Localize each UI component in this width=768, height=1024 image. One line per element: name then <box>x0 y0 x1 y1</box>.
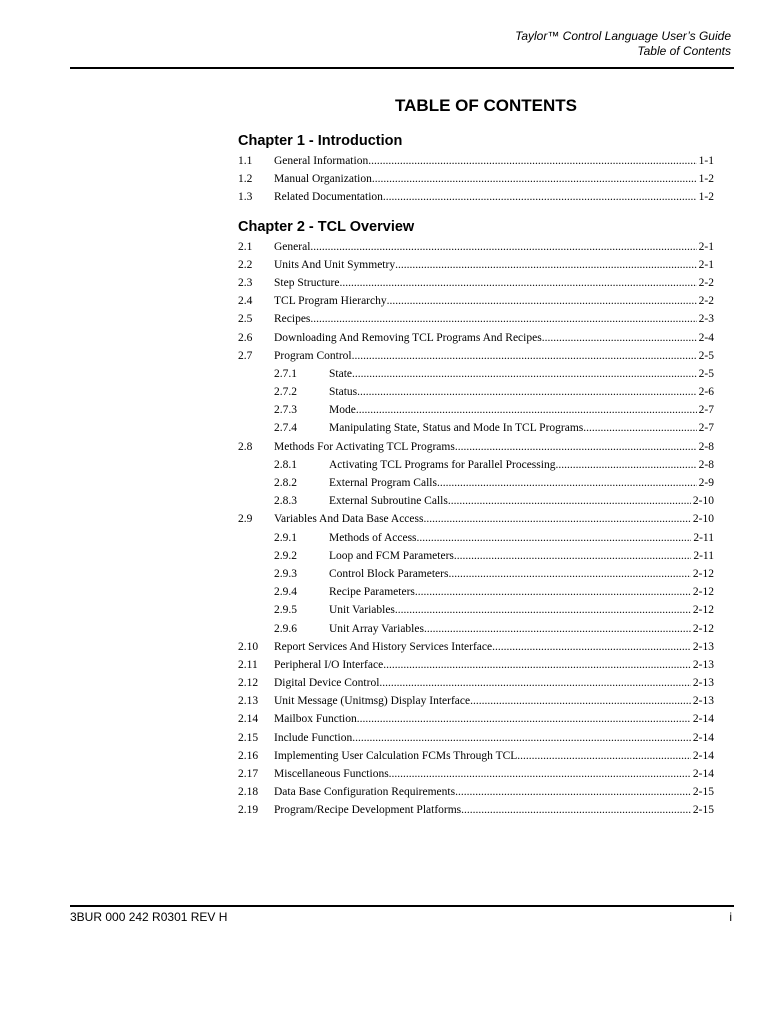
section-title: State <box>329 367 352 380</box>
section-number: 2.9.4 <box>274 586 297 599</box>
page-ref: 2-14 <box>692 768 714 780</box>
toc-entry[interactable] <box>238 438 714 456</box>
section-title: Include Function <box>274 731 353 744</box>
page-ref: 2-4 <box>698 331 714 344</box>
section-number: 2.10 <box>238 640 259 653</box>
page-ref: 2-7 <box>698 422 714 435</box>
page-ref: 2-8 <box>698 458 714 471</box>
section-number: 2.9.3 <box>274 567 297 580</box>
toc-entry[interactable] <box>238 801 714 819</box>
dot-leader <box>352 347 697 365</box>
section-title: Status <box>329 386 358 399</box>
table-of-contents <box>238 130 714 820</box>
page-ref: 2-13 <box>692 695 714 708</box>
toc-entry[interactable] <box>238 188 714 206</box>
section-number: 2.11 <box>238 658 258 671</box>
page-ref: 2-5 <box>698 349 714 362</box>
section-title: Report Services And History Services Interface <box>274 640 493 653</box>
section-title: Units And Unit Symmetry <box>274 258 396 271</box>
toc-subentry[interactable] <box>238 601 714 619</box>
section-title: Unit Message (Unitmsg) Display Interface <box>274 695 471 708</box>
dot-leader <box>415 583 691 601</box>
dot-leader <box>357 383 697 401</box>
header-section-title: Table of Contents <box>637 44 731 58</box>
page-ref: 2-12 <box>692 586 714 599</box>
dot-leader <box>423 510 690 528</box>
toc-subentry[interactable] <box>238 529 714 547</box>
page-ref: 1-2 <box>698 191 714 204</box>
toc-entry[interactable] <box>238 310 714 328</box>
section-number: 2.19 <box>238 804 259 817</box>
dot-leader <box>448 492 691 510</box>
toc-entry[interactable] <box>238 638 714 656</box>
page-ref: 2-14 <box>692 731 714 744</box>
section-number: 2.7 <box>238 349 253 362</box>
dot-leader <box>389 765 691 783</box>
section-title: Implementing User Calculation FCMs Through TCL <box>274 749 518 762</box>
section-title: Activating TCL Programs for Parallel Processing <box>329 458 556 471</box>
dot-leader <box>339 274 696 292</box>
page-ref: 2-14 <box>692 713 714 726</box>
page-title: TABLE OF CONTENTS <box>395 96 577 115</box>
section-number: 1.1 <box>238 155 253 167</box>
dot-leader <box>424 620 691 638</box>
chapter-heading: Chapter 1 - Introduction <box>238 133 403 149</box>
dot-leader <box>352 729 691 747</box>
toc-subentry[interactable] <box>238 419 714 437</box>
section-title: Related Documentation <box>274 191 383 204</box>
toc-entry[interactable] <box>238 170 714 188</box>
section-number: 2.18 <box>238 786 259 799</box>
dot-leader <box>356 401 697 419</box>
page-ref: 1-2 <box>698 173 714 186</box>
toc-entry[interactable] <box>238 274 714 292</box>
page-ref: 2-13 <box>692 658 714 671</box>
section-number: 2.17 <box>238 768 259 780</box>
section-number: 2.8.1 <box>274 458 297 471</box>
section-title: External Program Calls <box>329 477 437 489</box>
chapter-1-entries <box>238 152 714 207</box>
page-ref: 2-9 <box>698 477 714 489</box>
dot-leader <box>437 474 697 492</box>
page-ref: 2-1 <box>698 258 714 271</box>
running-header <box>515 29 731 59</box>
page-ref: 2-5 <box>698 367 714 380</box>
dot-leader <box>379 674 691 692</box>
toc-subentry[interactable] <box>238 456 714 474</box>
toc-entry[interactable] <box>238 238 714 256</box>
section-title: Manual Organization <box>274 173 372 186</box>
toc-subentry[interactable] <box>238 401 714 419</box>
page-ref: 2-6 <box>698 386 714 399</box>
toc-subentry[interactable] <box>238 547 714 565</box>
dot-leader <box>470 692 691 710</box>
toc-entry[interactable] <box>238 674 714 692</box>
section-number: 2.6 <box>238 331 253 344</box>
section-title: Manipulating State, Status and Mode In TCL Programs <box>329 422 584 435</box>
section-title: Methods of Access <box>329 531 417 544</box>
dot-leader <box>492 638 691 656</box>
section-title: Variables And Data Base Access <box>274 513 424 526</box>
dot-leader <box>583 419 696 437</box>
dot-leader <box>455 438 697 456</box>
section-number: 2.7.4 <box>274 422 297 435</box>
page-ref: 2-12 <box>692 622 714 635</box>
page-ref: 2-11 <box>693 531 714 544</box>
section-number: 2.16 <box>238 749 259 762</box>
section-number: 1.3 <box>238 191 253 204</box>
section-number: 2.14 <box>238 713 259 726</box>
dot-leader <box>368 152 696 170</box>
page-ref: 2-15 <box>692 804 714 817</box>
section-number: 2.9.6 <box>274 622 297 635</box>
section-title: Program/Recipe Development Platforms <box>274 804 462 817</box>
dot-leader <box>517 747 691 765</box>
dot-leader <box>383 188 697 206</box>
document-number: 3BUR 000 242 R0301 REV H <box>70 910 228 924</box>
section-number: 2.7.1 <box>274 367 297 380</box>
toc-entry[interactable] <box>238 783 714 801</box>
section-title: External Subroutine Calls <box>329 495 448 508</box>
toc-subentry[interactable] <box>238 383 714 401</box>
section-number: 2.5 <box>238 313 253 326</box>
dot-leader <box>372 170 697 188</box>
section-number: 2.4 <box>238 295 253 308</box>
page-ref: 2-1 <box>698 240 714 253</box>
section-number: 2.2 <box>238 258 253 271</box>
section-number: 2.13 <box>238 695 259 708</box>
dot-leader <box>383 656 691 674</box>
section-title: Data Base Configuration Requirements <box>274 786 456 799</box>
toc-entry[interactable] <box>238 329 714 347</box>
toc-entry[interactable] <box>238 347 714 365</box>
toc-entry[interactable] <box>238 152 714 170</box>
section-number: 2.3 <box>238 276 253 289</box>
page-ref: 1-1 <box>698 155 714 167</box>
page-ref: 2-7 <box>698 404 714 417</box>
page-ref: 2-2 <box>698 295 714 308</box>
section-title: General Information <box>274 155 369 167</box>
section-number: 2.8 <box>238 440 253 453</box>
page-number: i <box>729 910 732 924</box>
dot-leader <box>461 801 691 819</box>
dot-leader <box>395 256 697 274</box>
page-ref: 2-12 <box>692 567 714 580</box>
section-title: Peripheral I/O Interface <box>274 658 384 671</box>
toc-entry[interactable] <box>238 747 714 765</box>
page-ref: 2-13 <box>692 677 714 690</box>
toc-entry[interactable] <box>238 656 714 674</box>
section-title: Digital Device Control <box>274 677 380 690</box>
chapter-heading: Chapter 2 - TCL Overview <box>238 218 415 235</box>
toc-subentry[interactable] <box>238 492 714 510</box>
chapter-2-entries <box>238 238 714 820</box>
page-ref: 2-14 <box>692 749 714 762</box>
section-title: Loop and FCM Parameters <box>329 549 454 562</box>
dot-leader <box>395 601 691 619</box>
dot-leader <box>542 329 697 347</box>
dot-leader <box>352 365 697 383</box>
toc-entry[interactable] <box>238 692 714 710</box>
dot-leader <box>310 310 696 328</box>
section-title: Methods For Activating TCL Programs <box>274 440 455 453</box>
page-ref: 2-11 <box>693 549 714 562</box>
footer-rule <box>70 905 734 907</box>
header-guide-title: Taylor™ Control Language User’s Guide <box>515 29 731 43</box>
toc-entry[interactable] <box>238 710 714 728</box>
toc-subentry[interactable] <box>238 365 714 383</box>
dot-leader <box>555 456 696 474</box>
toc-entry[interactable] <box>238 729 714 747</box>
section-number: 2.12 <box>238 677 259 690</box>
page-ref: 2-10 <box>692 513 714 526</box>
toc-subentry[interactable] <box>238 565 714 583</box>
dot-leader <box>454 547 691 565</box>
section-number: 2.7.3 <box>274 404 297 417</box>
dot-leader <box>310 238 696 256</box>
toc-subentry[interactable] <box>238 583 714 601</box>
page-ref: 2-13 <box>692 640 714 653</box>
section-title: Miscellaneous Functions <box>274 768 389 780</box>
page-ref: 2-10 <box>692 495 714 508</box>
section-number: 2.9.2 <box>274 549 297 562</box>
section-title: Step Structure <box>274 276 340 289</box>
section-title: Mailbox Function <box>274 713 357 726</box>
section-title: TCL Program Hierarchy <box>274 295 387 308</box>
section-number: 2.7.2 <box>274 386 297 399</box>
toc-entry[interactable] <box>238 256 714 274</box>
section-title: Recipe Parameters <box>329 586 415 599</box>
dot-leader <box>448 565 690 583</box>
section-number: 2.9 <box>238 513 253 526</box>
toc-subentry[interactable] <box>238 620 714 638</box>
header-rule <box>70 67 734 69</box>
toc-entry[interactable] <box>238 510 714 528</box>
toc-entry[interactable] <box>238 292 714 310</box>
section-number: 2.8.3 <box>274 495 297 508</box>
page-ref: 2-3 <box>698 313 714 326</box>
toc-subentry[interactable] <box>238 474 714 492</box>
page-ref: 2-15 <box>692 786 714 799</box>
section-title: Mode <box>329 404 356 417</box>
dot-leader <box>357 710 691 728</box>
section-title: Unit Array Variables <box>329 622 424 635</box>
page-ref: 2-12 <box>692 604 714 617</box>
page-ref: 2-2 <box>698 276 714 289</box>
section-number: 2.8.2 <box>274 477 297 489</box>
section-title: Program Control <box>274 349 352 362</box>
section-number: 2.9.5 <box>274 604 297 617</box>
section-number: 1.2 <box>238 173 253 186</box>
dot-leader <box>417 529 692 547</box>
toc-entry[interactable] <box>238 765 714 783</box>
section-number: 2.15 <box>238 731 259 744</box>
section-title: Unit Variables <box>329 604 395 617</box>
dot-leader <box>455 783 691 801</box>
section-number: 2.1 <box>238 240 253 253</box>
section-title: Downloading And Removing TCL Programs And Recipes <box>274 331 542 344</box>
page-ref: 2-8 <box>698 440 714 453</box>
dot-leader <box>387 292 697 310</box>
section-title: Recipes <box>274 313 311 326</box>
section-title: General <box>274 240 311 253</box>
section-title: Control Block Parameters <box>329 567 449 580</box>
section-number: 2.9.1 <box>274 531 297 544</box>
